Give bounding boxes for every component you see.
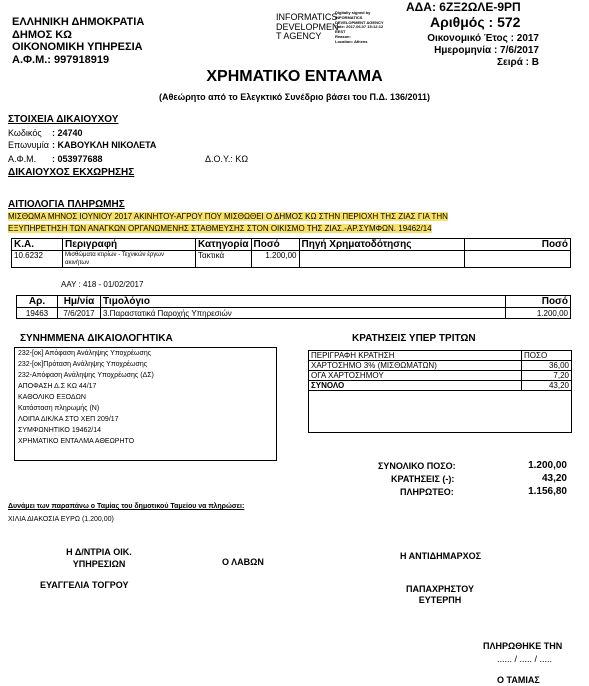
cell-source-amount <box>464 251 571 268</box>
receiver-signature: Ο ΛΑΒΩΝ <box>222 557 264 567</box>
col-ka: Κ.Α. <box>12 239 63 251</box>
deductions-value: 43,20 <box>541 473 567 484</box>
ded-desc: ΟΓΑ ΧΑΡΤΟΣΗΜΟΥ <box>309 371 522 381</box>
series: Σειρά : Β <box>497 57 539 68</box>
deputy-mayor-signature: Η ΑΝΤΙΔΗΜΑΡΧΟΣ <box>400 551 482 561</box>
amount-in-words: ΧΙΛΙΑ ΔΙΑΚΟΣΙΑ ΕΥΡΩ (1.200,00) <box>8 516 114 523</box>
cell-no: 19463 <box>17 308 58 319</box>
paid-label: ΠΛΗΡΩΘΗΚΕ ΤΗΝ <box>483 641 563 651</box>
list-item: ΛΟΙΠΑ ΔΙΚ/ΚΑ ΣΤΟ ΧΕΠ 209/17 <box>18 416 119 423</box>
invoice-table <box>16 295 571 319</box>
deductions-heading: ΚΡΑΤΗΣΕΙΣ ΥΠΕΡ ΤΡΙΤΩΝ <box>352 333 476 344</box>
deputy-mayor-name: ΠΑΠΑΧΡΗΣΤΟΥ ΕΥΤΕΡΠΗ <box>406 584 474 605</box>
cell-ka: 10.6232 <box>12 251 63 268</box>
col-category: Κατηγορία <box>196 239 252 251</box>
issue-date: Ημερομηνία : 7/6/2017 <box>434 45 539 56</box>
col-ded-desc: ΠΕΡΙΓΡΑΦΗ ΚΡΑΤΗΣΗ <box>309 351 522 361</box>
ded-total-label: ΣΥΝΟΛΟ <box>309 381 522 391</box>
assignment-heading: ΔΙΚΑΙΟΥΧΟΣ ΕΚΧΩΡΗΣΗΣ <box>8 167 135 178</box>
ded-total-row <box>309 381 572 391</box>
director-name: ΕΥΑΓΓΕΛΙΑ ΤΟΓΡΟΥ <box>40 580 129 590</box>
list-item: 232-[οκ]Πρόταση Ανάληψης Υποχρέωσης <box>18 361 148 368</box>
signing-agency: INFORMATICS DEVELOPMEN T AGENCY <box>276 12 339 41</box>
col-amount: Ποσό <box>251 239 299 251</box>
table-row <box>12 251 571 268</box>
deductions-empty-area <box>308 391 572 433</box>
table-row <box>309 361 572 371</box>
afm-label: Α.Φ.Μ. <box>8 154 37 164</box>
name-value: : ΚΑΒΟΥΚΛΗ ΝΙΚΟΛΕΤΑ <box>52 140 157 150</box>
code-label: Κωδικός <box>8 128 42 138</box>
cell-amount: 1.200,00 <box>251 251 299 268</box>
col-date: Ημ/νία <box>58 296 101 308</box>
cell-date: 7/6/2017 <box>58 308 101 319</box>
reason-line: ΕΞΥΠΗΡΕΤΗΣΗ ΤΩΝ ΑΝΑΓΚΩΝ ΟΡΓΑΝΩΜΕΝΗΣ ΣΤΑΘΜΕΥΣΗΣ ΣΤΟΝ ΟΙΚΙΣΜΟ ΤΗΣ ΖΙΑΣ.-ΑΡ.ΣΥΜΦΩΝ. 19462/14 <box>8 224 432 233</box>
payable-value: 1.156,80 <box>528 486 567 497</box>
deductions-label: ΚΡΑΤΗΣΕΙΣ (-): <box>391 474 455 484</box>
list-item: ΚΑΘΟΛΙΚΟ ΕΞΟΔΩΝ <box>18 394 86 401</box>
col-source: Πηγή Χρηματοδότησης <box>299 239 464 251</box>
aay-reference: ΑΑΥ : 418 - 01/02/2017 <box>61 280 144 289</box>
ded-amount: 7,20 <box>522 371 572 381</box>
ded-desc: ΧΑΡΤΟΣΗΜΟ 3% (ΜΙΣΘΩΜΑΤΩΝ) <box>309 361 522 371</box>
list-item: 232-[οκ] Απόφαση Ανάληψης Υποχρέωσης <box>18 350 152 357</box>
ded-amount: 36,00 <box>522 361 572 371</box>
invoice-header-row <box>17 296 571 308</box>
items-header-row <box>12 239 571 251</box>
list-item: ΧΡΗΜΑΤΙΚΟ ΕΝΤΑΛΜΑ ΑΘΕΩΡΗΤΟ <box>18 438 135 445</box>
table-row <box>309 371 572 381</box>
fiscal-year: Οικονομικό Έτος : 2017 <box>427 33 539 44</box>
ded-total-value: 43,20 <box>522 381 572 391</box>
col-ded-amount: ΠΟΣΟ <box>522 351 572 361</box>
deductions-header-row <box>309 351 572 361</box>
reason-heading: ΑΙΤΙΟΛΟΓΙΑ ΠΛΗΡΩΜΗΣ <box>8 199 125 210</box>
org-afm: Α.Φ.Μ.: 997918919 <box>12 53 110 66</box>
director-signature: Η Δ/ΝΤΡΙΑ ΟΙΚ. ΥΠΗΡΕΣΙΩΝ <box>66 547 132 569</box>
authorization-text: Δυνάμει των παραπάνω ο Ταμίας του δημοτικού Ταμείου να πληρώσει: <box>8 503 245 510</box>
list-item: ΣΥΜΦΩΝΗΤΙΚΟ 19462/14 <box>18 427 102 434</box>
documents-list <box>14 347 277 461</box>
org-line: ΕΛΛΗΝΙΚΗ ΔΗΜΟΚΡΑΤΙΑ <box>12 16 145 28</box>
table-row <box>17 308 571 319</box>
name-label: Επωνυμία <box>8 140 49 150</box>
beneficiary-heading: ΣΤΟΙΧΕΙΑ ΔΙΚΑΙΟΥΧΟΥ <box>8 114 119 125</box>
total-value: 1.200,00 <box>528 460 567 471</box>
list-item: ΑΠΟΦΑΣΗ Δ.Σ ΚΩ 44/17 <box>18 383 97 390</box>
items-table <box>11 238 571 268</box>
org-line: ΟΙΚΟΝΟΜΙΚΗ ΥΠΗΡΕΣΙΑ <box>12 41 143 53</box>
col-inv-amount: Ποσό <box>506 296 571 308</box>
doy-label: Δ.Ο.Υ.: ΚΩ <box>205 154 249 164</box>
cell-category: Τακτικά <box>196 251 252 268</box>
payable-label: ΠΛΗΡΩΤΕΟ: <box>400 487 454 497</box>
cell-source <box>299 251 464 268</box>
meta-block <box>427 33 539 69</box>
deductions-table <box>308 350 572 391</box>
code-value: : 24740 <box>52 128 83 138</box>
page-title: ΧΡΗΜΑΤΙΚΟ ΕΝΤΑΛΜΑ <box>206 68 383 85</box>
col-no: Αρ. <box>17 296 58 308</box>
cell-desc: Μισθώματα κτιρίων - Τεχνικών έργων ακινήτων <box>63 251 196 268</box>
reason-text <box>8 211 448 235</box>
documents-heading: ΣΥΝΗΜΜΕΝΑ ΔΙΚΑΙΟΛΟΓΗΤΙΚΑ <box>20 333 173 344</box>
cashier-signature: Ο ΤΑΜΙΑΣ <box>497 675 540 685</box>
digital-signature-stamp: Digitally signed by INFORMATICS DEVELOPMENT AGENCY Date: 2017.06.07 15:12:12 EEST Reason: Location: Athens <box>335 10 384 44</box>
order-number: Αριθμός : 572 <box>430 14 521 30</box>
cell-invoice: 3.Παραστατικά Παροχής Υπηρεσιών <box>101 308 506 319</box>
ada-code: ΑΔΑ: 6ΖΞ2ΩΛΕ-9ΡΠ <box>406 0 521 14</box>
org-line: ΔΗΜΟΣ ΚΩ <box>12 28 72 41</box>
reason-line: ΜΙΣΘΩΜΑ ΜΗΝΟΣ ΙΟΥΝΙΟΥ 2017 ΑΚΙΝΗΤΟΥ-ΑΓΡΟΥ ΠΟΥ ΜΙΣΘΩΘΕΙ Ο ΔΗΜΟΣ ΚΩ ΣΤΗΝ ΠΕΡΙΟΧΗ ΤΗΣ ΖΙΑΣ ΓΙΑ ΤΗΝ <box>8 212 448 221</box>
col-source-amount: Ποσό <box>464 239 571 251</box>
col-desc: Περιγραφή <box>63 239 196 251</box>
afm-value: : 053977688 <box>52 154 103 164</box>
organization-block <box>12 16 144 66</box>
page-subtitle: (Αθεώρητο από το Ελεγκτικό Συνέδριο βάσει του Π.Δ. 136/2011) <box>159 92 430 102</box>
list-item: 232-Απόφαση Ανάληψης Υποχρέωσης (ΔΣ) <box>18 372 154 379</box>
col-invoice: Τιμολόγιο <box>101 296 506 308</box>
cell-inv-amount: 1.200,00 <box>506 308 571 319</box>
paid-date: ...... / ..... / ..... <box>497 654 553 664</box>
total-label: ΣΥΝΟΛΙΚΟ ΠΟΣΟ: <box>378 461 456 471</box>
list-item: Κατάσταση πληρωμής (Ν) <box>18 405 100 412</box>
